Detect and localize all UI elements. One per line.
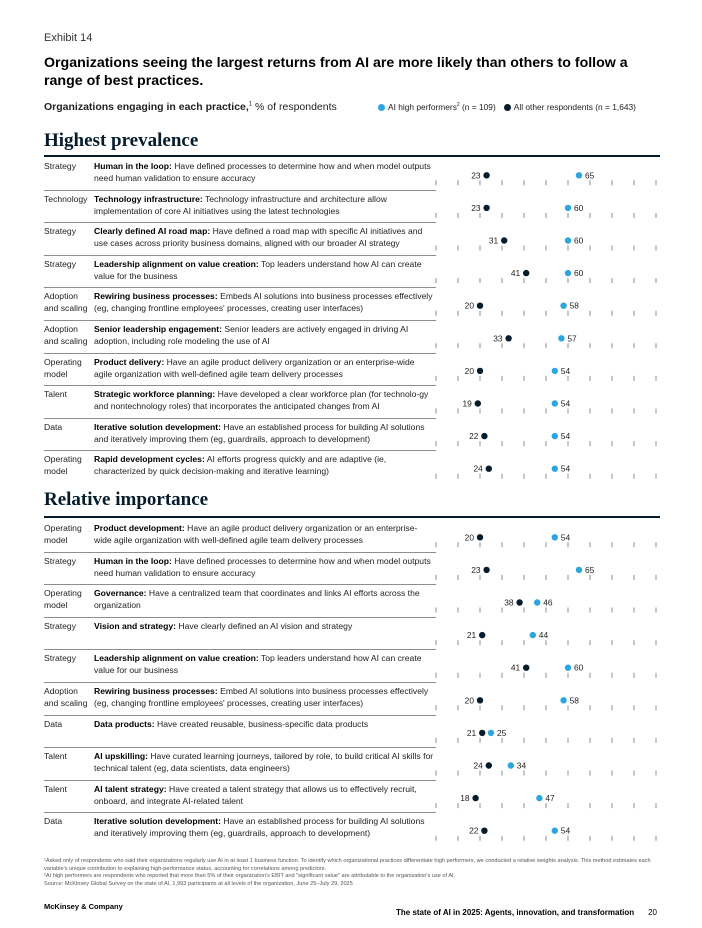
- dot-other-respondents: [477, 534, 483, 540]
- data-label-other: 20: [464, 695, 474, 706]
- practice-label: Leadership alignment on value creation:: [94, 258, 259, 269]
- dot-other-respondents: [481, 828, 487, 834]
- practice-label: Data products:: [94, 718, 155, 729]
- data-label-other: 23: [471, 202, 481, 213]
- dot-high-performers: [488, 730, 494, 736]
- practice-label: Senior leadership engagement:: [94, 324, 222, 334]
- dot-high-performers: [534, 599, 540, 605]
- dot-other-respondents: [483, 205, 489, 211]
- practice-text: Have an agile product delivery organization or an enterprise-wide agile organization with well-defined agile team delivery processes: [94, 523, 418, 545]
- data-label-high: 58: [569, 695, 579, 706]
- dot-high-performers: [576, 172, 582, 178]
- practice-category: Adoption and scaling: [44, 291, 88, 314]
- data-label-high: 60: [574, 268, 584, 279]
- subhead-footnote-ref: 1: [248, 101, 253, 108]
- dot-other-respondents: [505, 335, 511, 341]
- practice-label: Strategic workforce planning:: [94, 389, 216, 400]
- practice-text: Technology infrastructure and architecture allow implementation of core AI initiatives using the latest technologies: [94, 193, 387, 216]
- dot-high-performers: [552, 368, 558, 374]
- subhead-unit: % of respondents: [252, 101, 337, 113]
- practice-category: Adoption and scaling: [44, 324, 88, 346]
- data-label-other: 21: [466, 727, 477, 738]
- footer-report: [396, 908, 657, 917]
- data-label-high: 54: [560, 431, 571, 442]
- dot-other-respondents: [523, 665, 529, 671]
- data-label-other: 31: [488, 235, 499, 246]
- data-label-other: 21: [466, 630, 477, 641]
- data-label-other: 20: [464, 365, 474, 376]
- dot-other-respondents: [472, 795, 478, 801]
- dot-other-respondents: [483, 172, 489, 178]
- practice-category: Operating model: [44, 454, 82, 477]
- practice-category: Data: [44, 718, 63, 729]
- practice-label: Iterative solution development:: [94, 816, 222, 827]
- dot-high-performers: [565, 270, 571, 276]
- source-note: Source: McKinsey Global Survey on the state of AI, 1,993 participants at all levels of the organization, June 25–July 29, 2025: [44, 880, 353, 887]
- data-label-other: 41: [510, 662, 521, 673]
- practice-category: Adoption and scaling: [44, 686, 88, 708]
- exhibit-label: Exhibit 14: [44, 32, 93, 44]
- dot-high-performers: [552, 400, 558, 406]
- data-label-other: 24: [473, 760, 483, 771]
- practice-category: Strategy: [44, 620, 77, 631]
- practice-label: Technology infrastructure:: [94, 193, 203, 204]
- practice-category: Operating model: [44, 588, 82, 611]
- legend-high-suffix: (n = 109): [459, 102, 496, 112]
- data-label-high: 60: [574, 235, 584, 246]
- data-label-high: 44: [538, 630, 549, 641]
- data-label-high: 58: [569, 300, 579, 311]
- practice-category: Strategy: [44, 161, 77, 171]
- data-label-other: 23: [471, 564, 481, 575]
- practice-category: Technology: [44, 193, 88, 204]
- practice-text: Top leaders understand how AI can create value for our business: [94, 653, 422, 676]
- dot-high-performers: [576, 567, 582, 573]
- dot-high-performers: [552, 466, 558, 472]
- data-label-high: 34: [516, 760, 527, 771]
- data-label-high: 65: [585, 170, 595, 181]
- practice-text: Have defined processes to determine how and when model outputs need human validation to ensure accuracy: [94, 161, 431, 183]
- practice-category: Strategy: [44, 653, 77, 664]
- data-label-high: 65: [585, 564, 595, 575]
- data-label-other: 22: [469, 825, 479, 836]
- practice-text: Have clearly defined an AI vision and strategy: [175, 620, 353, 631]
- dot-other-respondents: [475, 400, 481, 406]
- practice-category: Operating model: [44, 523, 82, 545]
- practice-label: Product delivery:: [94, 356, 165, 367]
- data-label-high: 54: [560, 463, 571, 474]
- practice-label: Iterative solution development:: [94, 421, 222, 432]
- data-label-other: 41: [510, 268, 521, 279]
- data-label-other: 20: [464, 532, 474, 543]
- dot-other-respondents: [483, 567, 489, 573]
- data-label-other: 20: [464, 300, 474, 311]
- dot-other-respondents: [523, 270, 529, 276]
- dot-high-performers: [536, 795, 542, 801]
- practice-text: Have a centralized team that coordinates and links AI efforts across the organization: [94, 588, 420, 611]
- practice-text: Have curated learning journeys, tailored by role, to build critical AI skills for technical talent (eg, data scientists, data engineers): [94, 751, 434, 774]
- chart-headline: Organizations seeing the largest returns from AI are more likely than others to follow a range of best practices.: [44, 55, 628, 89]
- footnote-2: ²AI high performers are respondents who reported that more than 5% of their organization's EBIT and "significant value" are attributable to the organization's use of AI.: [44, 873, 456, 880]
- practice-label: Human in the loop:: [94, 555, 172, 566]
- subhead-bold: Organizations engaging in each practice,: [44, 101, 249, 113]
- dot-other-respondents: [479, 730, 485, 736]
- footer-report-title: The state of AI in 2025: Agents, innovation, and transformation: [396, 908, 635, 917]
- data-label-other: 22: [469, 431, 479, 442]
- data-label-high: 46: [543, 597, 553, 608]
- dot-high-performers: [565, 665, 571, 671]
- practice-category: Talent: [44, 389, 67, 400]
- dot-other-respondents: [477, 303, 483, 309]
- data-label-other: 23: [471, 170, 481, 181]
- data-label-high: 54: [560, 365, 571, 376]
- dot-high-performers: [552, 828, 558, 834]
- practice-category: Data: [44, 421, 63, 432]
- data-label-high: 60: [574, 662, 584, 673]
- legend-label-other-respondents: All other respondents (n = 1,643): [513, 102, 636, 112]
- dot-high-performers: [565, 205, 571, 211]
- practice-category: Operating model: [44, 356, 82, 379]
- practice-text: Senior leaders are actively engaged in driving AI adoption, including role modeling the use of AI: [94, 324, 409, 346]
- dot-other-respondents: [477, 697, 483, 703]
- data-label-high: 60: [574, 202, 584, 213]
- dot-other-respondents: [486, 762, 492, 768]
- practice-category: Strategy: [44, 258, 77, 269]
- practice-category: Data: [44, 816, 63, 827]
- practice-text: Embed AI solutions into business processes effectively (eg, changing frontline employees' processes, creating user interfaces): [94, 686, 429, 708]
- dot-other-respondents: [481, 433, 487, 439]
- dot-other-respondents: [516, 599, 522, 605]
- data-label-other: 24: [473, 463, 483, 474]
- dot-other-respondents: [479, 632, 485, 638]
- practice-label: AI upskilling:: [94, 751, 148, 762]
- practice-text: Have defined a road map with specific AI initiatives and use cases across priority business domains, aligned with our broader AI strategy: [94, 226, 423, 249]
- data-label-other: 19: [462, 398, 472, 409]
- practice-label: Governance:: [94, 588, 147, 599]
- dot-high-performers: [565, 237, 571, 243]
- footer-page-number: 20: [648, 908, 658, 917]
- legend-high-sup: 2: [456, 102, 460, 109]
- practice-text: Have created reusable, business-specific data products: [154, 718, 369, 729]
- practice-label: Rewiring business processes:: [94, 686, 218, 696]
- practice-text: Top leaders understand how AI can create value for the business: [94, 258, 422, 281]
- practice-label: Leadership alignment on value creation:: [94, 653, 259, 664]
- practice-label: Vision and strategy:: [94, 620, 176, 631]
- dot-other-respondents: [477, 368, 483, 374]
- dot-high-performers: [530, 632, 536, 638]
- section-title-highest-prevalence: Highest prevalence: [44, 130, 199, 151]
- practice-text: Have an established process for building AI solutions and iteratively improving them (eg, guardrails, approach to development): [94, 816, 425, 839]
- dot-high-performers: [552, 534, 558, 540]
- dot-high-performers: [508, 762, 514, 768]
- practice-label: Product development:: [94, 523, 185, 533]
- footnote-1: ¹Asked only of respondents who said their organizations regularly use AI in at least 1 business function. To identify which organizational practices differentiate high performers, we conducted a relative weights analysis. This method estimates each variable's unique contribution to explaining high-performance status, accounting for correlations among predictors.: [44, 858, 651, 872]
- practice-category: Talent: [44, 783, 67, 794]
- dot-high-performers: [560, 303, 566, 309]
- dot-high-performers: [558, 335, 564, 341]
- legend-high-label-text: AI high performers: [388, 102, 457, 112]
- practice-category: Strategy: [44, 226, 77, 237]
- practice-text: Have an agile product delivery organization or an enterprise-wide agile organization with well-defined agile team delivery processes: [94, 356, 415, 379]
- dot-high-performers: [552, 433, 558, 439]
- practice-text: AI efforts progress quickly and are adaptive (ie, characterized by quick decision-making and iterative learning): [94, 454, 387, 477]
- data-label-high: 54: [560, 398, 571, 409]
- practice-text: Have developed a clear workforce plan (for technolo-gy and nontechnology roles) that incorporates the anticipated changes from AI: [94, 389, 429, 412]
- dot-high-performers: [560, 697, 566, 703]
- practice-text: Embeds AI solutions into business processes effectively (eg, changing frontline employees' processes, creating user interfaces): [94, 291, 433, 314]
- dot-other-respondents: [501, 237, 507, 243]
- data-label-other: 33: [493, 333, 503, 344]
- data-label-high: 25: [497, 727, 507, 738]
- practice-category: Talent: [44, 751, 67, 762]
- practice-label: AI talent strategy:: [94, 783, 167, 794]
- data-label-other: 18: [460, 793, 470, 804]
- data-label-high: 47: [545, 793, 555, 804]
- practice-label: Clearly defined AI road map:: [94, 226, 211, 237]
- footnotes: [44, 858, 664, 888]
- practice-label: Human in the loop:: [94, 161, 172, 171]
- data-label-high: 57: [567, 333, 577, 344]
- practice-label: Rapid development cycles:: [94, 454, 205, 465]
- practice-category: Strategy: [44, 555, 77, 566]
- dot-other-respondents: [486, 466, 492, 472]
- data-label-other: 38: [504, 597, 514, 608]
- practice-text: Have created a talent strategy that allows us to effectively recruit, onboard, and integrate AI-related talent: [94, 783, 417, 806]
- data-label-high: 54: [560, 532, 571, 543]
- data-label-high: 54: [560, 825, 571, 836]
- practice-label: Rewiring business processes:: [94, 291, 218, 302]
- practice-text: Have defined processes to determine how and when model outputs need human validation to ensure accuracy: [94, 555, 431, 578]
- section-title-relative-importance: Relative importance: [44, 489, 209, 510]
- practice-text: Have an established process for building AI solutions and iteratively improving them (eg, guardrails, approach to development): [94, 421, 425, 444]
- footer-company: McKinsey & Company: [44, 902, 123, 911]
